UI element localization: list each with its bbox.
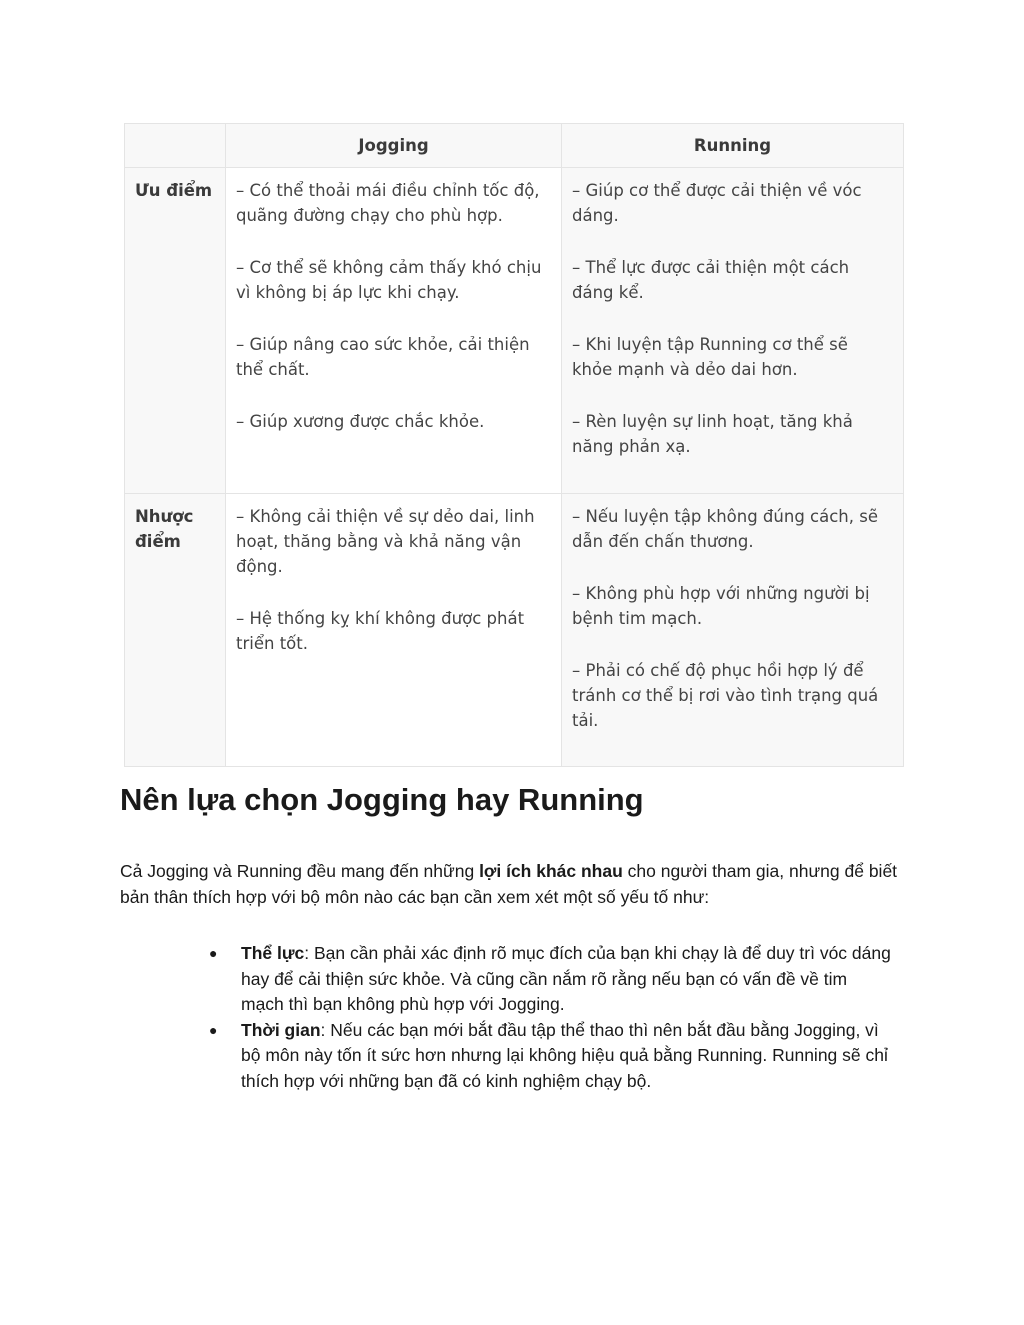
list-item-text: : Nếu các bạn mới bắt đầu tập thể thao thì nên bắt đầu bằng Jogging, vì bộ môn này tốn ít sức hơn nhưng lại không hiệu quả bằng Running. Running sẽ chỉ thích hợp với những bạn đã có kinh nghiệm chạy bộ.: [241, 1019, 888, 1091]
pros-running-item: – Khi luyện tập Running cơ thể sẽ khỏe mạnh và dẻo dai hơn.: [572, 335, 848, 379]
intro-text-before: Cả Jogging và Running đều mang đến những: [120, 861, 480, 881]
cons-jogging-item: – Không cải thiện về sự dẻo dai, linh hoạt, thăng bằng và khả năng vận động.: [236, 507, 535, 576]
table-header-row: [125, 124, 904, 168]
header-jogging: Jogging: [226, 124, 562, 168]
intro-bold-text: lợi ích khác nhau: [479, 861, 623, 881]
intro-text-after: cho người tham gia, nhưng để biết bản thân thích hợp với bộ môn nào các bạn cần xem xét một số yếu tố như:: [120, 861, 898, 907]
cons-running-cell: [562, 494, 904, 767]
cons-running-item: – Phải có chế độ phục hồi hợp lý để tránh cơ thể bị rơi vào tình trạng quá tải.: [572, 661, 879, 730]
intro-paragraph: [120, 859, 910, 910]
row-label-cons: Nhược điểm: [125, 494, 226, 767]
pros-running-cell: [562, 168, 904, 494]
bullet-icon: ●: [209, 1021, 218, 1038]
pros-jogging-item: – Cơ thể sẽ không cảm thấy khó chịu vì không bị áp lực khi chạy.: [236, 258, 542, 302]
list-item-text: : Bạn cần phải xác định rõ mục đích của bạn khi chạy là để duy trì vóc dáng hay để cải thiện sức khỏe. Và cũng cần nắm rõ rằng nếu bạn có vấn đề về tim mạch thì bạn không phù hợp với Jogging.: [241, 943, 891, 1014]
list-item: [209, 941, 891, 1018]
list-item-term: Thể lực: [241, 943, 305, 963]
table-row-cons: [125, 494, 904, 767]
cons-running-item: – Nếu luyện tập không đúng cách, sẽ dẫn đến chấn thương.: [572, 507, 878, 551]
pros-jogging-item: – Có thể thoải mái điều chỉnh tốc độ, quãng đường chạy cho phù hợp.: [236, 181, 540, 225]
list-item-term: Thời gian: [241, 1019, 321, 1040]
pros-jogging-cell: [226, 168, 562, 494]
pros-jogging-item: – Giúp nâng cao sức khỏe, cải thiện thể chất.: [236, 335, 530, 379]
factor-list: [209, 941, 891, 1094]
pros-running-item: – Rèn luyện sự linh hoạt, tăng khả năng phản xạ.: [572, 412, 853, 456]
header-blank-cell: [125, 124, 226, 168]
cons-jogging-item: – Hệ thống kỵ khí không được phát triển tốt.: [236, 609, 525, 653]
pros-jogging-item: – Giúp xương được chắc khỏe.: [236, 412, 485, 431]
cons-jogging-cell: [226, 494, 562, 767]
list-item: [209, 1018, 891, 1095]
header-running: Running: [562, 124, 904, 168]
pros-running-item: – Thể lực được cải thiện một cách đáng kể.: [572, 258, 850, 302]
row-label-pros: Ưu điểm: [125, 168, 226, 494]
cons-running-item: – Không phù hợp với những người bị bệnh tim mạch.: [572, 584, 870, 628]
pros-running-item: – Giúp cơ thể được cải thiện về vóc dáng.: [572, 181, 862, 225]
table-row-pros: [125, 168, 904, 494]
section-heading: Nên lựa chọn Jogging hay Running: [120, 782, 644, 817]
comparison-table: [124, 123, 904, 767]
bullet-icon: ●: [209, 945, 218, 961]
